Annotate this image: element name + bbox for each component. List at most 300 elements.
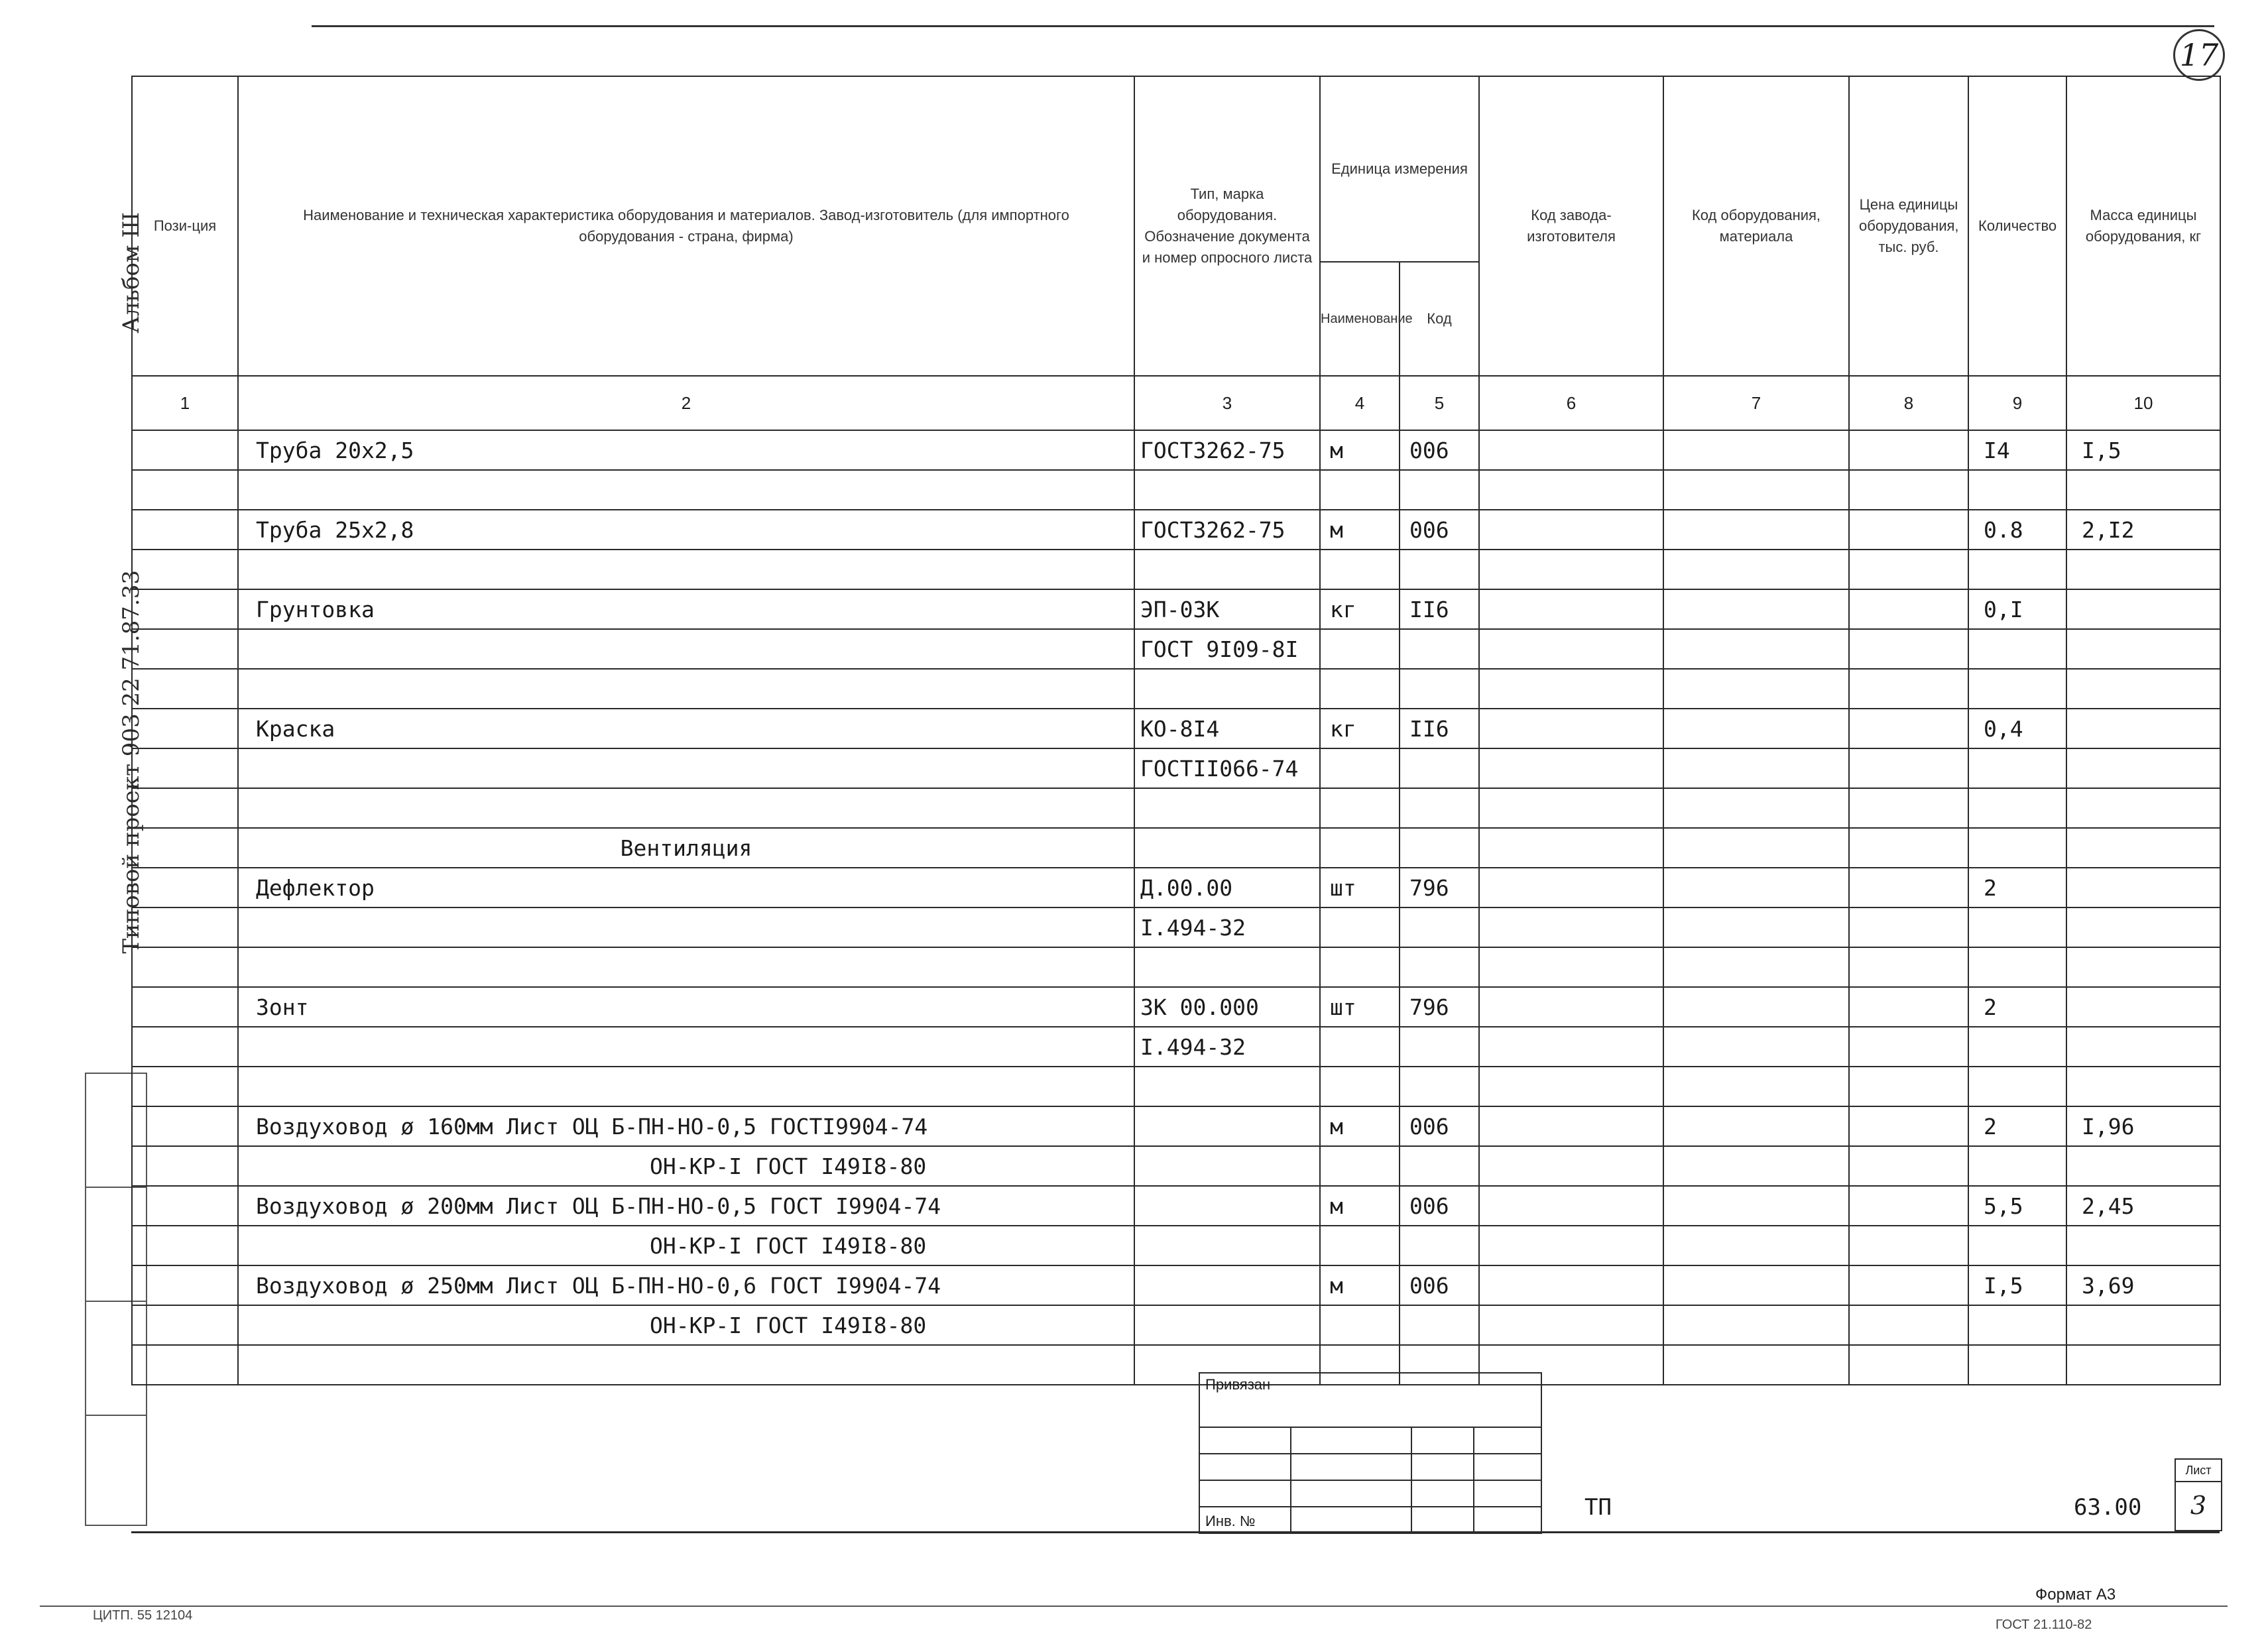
item-unit-code-cell [1400, 828, 1479, 868]
material-code-cell [1663, 1345, 1849, 1385]
col-num: 9 [1968, 376, 2066, 430]
item-unit-code-cell: 006 [1400, 1106, 1479, 1146]
header-unit-name: Наименование [1320, 262, 1400, 376]
header-position: Пози-ция [132, 76, 238, 376]
material-code-cell [1663, 550, 1849, 589]
item-name-cell [238, 669, 1134, 709]
item-name-cell [238, 907, 1134, 947]
top-border-line [312, 25, 2214, 27]
table-row [132, 1027, 2220, 1067]
factory-code-cell [1479, 510, 1663, 550]
footer-left-code: ЦИТП. 55 12104 [93, 1608, 193, 1623]
header-name: Наименование и техническая характеристика оборудования и материалов. Завод-изготовитель (для импортного оборудования - страна, фирма) [238, 76, 1134, 376]
material-code-cell [1663, 1027, 1849, 1067]
price-cell [1849, 907, 1968, 947]
item-unit-cell: м [1320, 510, 1400, 550]
table-row [132, 589, 2220, 629]
factory-code-cell [1479, 1027, 1663, 1067]
material-code-cell [1663, 748, 1849, 788]
col-num: 3 [1134, 376, 1320, 430]
table-row [132, 1146, 2220, 1186]
position-cell [132, 510, 238, 550]
position-cell [132, 430, 238, 470]
item-name-cell [238, 629, 1134, 669]
item-mass-cell [2066, 669, 2220, 709]
item-type-cell [1134, 1305, 1320, 1345]
col-num: 5 [1400, 376, 1479, 430]
item-unit-cell [1320, 828, 1400, 868]
item-unit-code-cell [1400, 470, 1479, 510]
item-type-cell [1134, 947, 1320, 987]
item-unit-cell: м [1320, 1186, 1400, 1226]
item-name-cell [238, 748, 1134, 788]
factory-code-cell [1479, 748, 1663, 788]
factory-code-cell [1479, 709, 1663, 748]
material-code-cell [1663, 907, 1849, 947]
item-quantity-cell [1968, 748, 2066, 788]
item-name-cell: ОН-КР-I ГОСТ I49I8-80 [238, 1146, 1134, 1186]
item-unit-code-cell [1400, 629, 1479, 669]
price-cell [1849, 947, 1968, 987]
item-unit-cell [1320, 947, 1400, 987]
factory-code-cell [1479, 1226, 1663, 1265]
col-num: 10 [2066, 376, 2220, 430]
item-quantity-cell [1968, 907, 2066, 947]
item-unit-code-cell: 006 [1400, 1186, 1479, 1226]
item-mass-cell [2066, 987, 2220, 1027]
item-name-cell [238, 550, 1134, 589]
material-code-cell [1663, 709, 1849, 748]
position-cell [132, 1305, 238, 1345]
item-type-cell: ЭП-03К [1134, 589, 1320, 629]
item-type-cell: ГОСТII066-74 [1134, 748, 1320, 788]
material-code-cell [1663, 788, 1849, 828]
sheet-label: Лист [2176, 1460, 2221, 1482]
item-name-cell: ОН-КР-I ГОСТ I49I8-80 [238, 1226, 1134, 1265]
price-cell [1849, 828, 1968, 868]
item-quantity-cell: 0.8 [1968, 510, 2066, 550]
inventory-number-label: Инв. № [1205, 1513, 1256, 1529]
material-code-cell [1663, 1265, 1849, 1305]
item-type-cell: I.494-32 [1134, 907, 1320, 947]
position-cell [132, 709, 238, 748]
item-mass-cell: 2,45 [2066, 1186, 2220, 1226]
position-cell [132, 1265, 238, 1305]
item-type-cell: ГОСТ 9I09-8I [1134, 629, 1320, 669]
header-type: Тип, марка оборудования. Обозначение документа и номер опросного листа [1134, 76, 1320, 376]
format-label: Формат А3 [2035, 1586, 2116, 1604]
item-type-cell [1134, 1146, 1320, 1186]
item-unit-code-cell [1400, 550, 1479, 589]
material-code-cell [1663, 947, 1849, 987]
price-cell [1849, 709, 1968, 748]
material-code-cell [1663, 1305, 1849, 1345]
item-mass-cell: I,5 [2066, 430, 2220, 470]
item-mass-cell [2066, 709, 2220, 748]
price-cell [1849, 1345, 1968, 1385]
table-row [132, 748, 2220, 788]
item-name-cell [238, 1067, 1134, 1106]
item-unit-code-cell [1400, 1305, 1479, 1345]
title-block-attached [1199, 1372, 1542, 1534]
table-row [132, 1305, 2220, 1345]
item-unit-cell [1320, 748, 1400, 788]
item-quantity-cell [1968, 1027, 2066, 1067]
item-unit-cell [1320, 669, 1400, 709]
price-cell [1849, 788, 1968, 828]
factory-code-cell [1479, 907, 1663, 947]
table-row [132, 1106, 2220, 1146]
sheet-number-circle: 17 [2173, 29, 2225, 81]
item-mass-cell [2066, 629, 2220, 669]
item-unit-code-cell [1400, 788, 1479, 828]
item-name-cell: Труба 20х2,5 [238, 430, 1134, 470]
item-name-cell [238, 947, 1134, 987]
header-quantity: Количество [1968, 76, 2066, 376]
item-quantity-cell: 0,4 [1968, 709, 2066, 748]
item-unit-cell [1320, 629, 1400, 669]
item-quantity-cell: 2 [1968, 987, 2066, 1027]
attached-label: Привязан [1205, 1376, 1271, 1393]
item-quantity-cell [1968, 629, 2066, 669]
item-mass-cell [2066, 748, 2220, 788]
item-name-cell: Воздуховод ø 160мм Лист ОЦ Б-ПН-НО-0,5 ГОСТI9904-74 [238, 1106, 1134, 1146]
item-mass-cell [2066, 550, 2220, 589]
specification-table [131, 76, 2221, 1385]
price-cell [1849, 550, 1968, 589]
frame-bottom-line [131, 1531, 2220, 1533]
item-mass-cell [2066, 1226, 2220, 1265]
item-quantity-cell: 2 [1968, 1106, 2066, 1146]
item-type-cell [1134, 1226, 1320, 1265]
item-unit-code-cell: 796 [1400, 868, 1479, 907]
col-num: 4 [1320, 376, 1400, 430]
table-row [132, 510, 2220, 550]
position-cell [132, 589, 238, 629]
item-mass-cell [2066, 1305, 2220, 1345]
position-cell [132, 1106, 238, 1146]
table-row [132, 470, 2220, 510]
item-mass-cell [2066, 1345, 2220, 1385]
factory-code-cell [1479, 430, 1663, 470]
header-unit-group: Единица измерения [1320, 76, 1479, 262]
price-cell [1849, 589, 1968, 629]
item-unit-cell [1320, 1027, 1400, 1067]
item-name-cell: ОН-КР-I ГОСТ I49I8-80 [238, 1305, 1134, 1345]
material-code-cell [1663, 430, 1849, 470]
item-unit-cell: кг [1320, 709, 1400, 748]
table-row [132, 1345, 2220, 1385]
item-mass-cell: I,96 [2066, 1106, 2220, 1146]
factory-code-cell [1479, 868, 1663, 907]
position-cell [132, 748, 238, 788]
item-unit-cell [1320, 1146, 1400, 1186]
position-cell [132, 1226, 238, 1265]
price-cell [1849, 1186, 1968, 1226]
table-row [132, 1067, 2220, 1106]
document-code: 63.00 [2074, 1494, 2142, 1521]
item-name-cell: Вентиляция [238, 828, 1134, 868]
item-type-cell [1134, 1186, 1320, 1226]
item-type-cell [1134, 1265, 1320, 1305]
item-mass-cell [2066, 1067, 2220, 1106]
table-row [132, 868, 2220, 907]
table-row [132, 1226, 2220, 1265]
item-type-cell [1134, 828, 1320, 868]
sheet-box [2175, 1458, 2222, 1531]
position-cell [132, 947, 238, 987]
item-name-cell: Зонт [238, 987, 1134, 1027]
col-num: 8 [1849, 376, 1968, 430]
item-name-cell: Дефлектор [238, 868, 1134, 907]
factory-code-cell [1479, 470, 1663, 510]
col-num: 6 [1479, 376, 1663, 430]
item-unit-code-cell: 796 [1400, 987, 1479, 1027]
table-row [132, 828, 2220, 868]
material-code-cell [1663, 987, 1849, 1027]
position-cell [132, 629, 238, 669]
material-code-cell [1663, 629, 1849, 669]
item-mass-cell [2066, 788, 2220, 828]
factory-code-cell [1479, 669, 1663, 709]
price-cell [1849, 1106, 1968, 1146]
item-unit-cell [1320, 1067, 1400, 1106]
item-name-cell: Краска [238, 709, 1134, 748]
table-row [132, 629, 2220, 669]
item-quantity-cell [1968, 788, 2066, 828]
position-cell [132, 1186, 238, 1226]
item-name-cell: Труба 25х2,8 [238, 510, 1134, 550]
item-quantity-cell [1968, 550, 2066, 589]
item-quantity-cell [1968, 1305, 2066, 1345]
item-type-cell [1134, 788, 1320, 828]
item-unit-code-cell: II6 [1400, 709, 1479, 748]
column-number-row [132, 376, 2220, 430]
position-cell [132, 987, 238, 1027]
footer-line [40, 1606, 2228, 1607]
item-unit-cell: шт [1320, 868, 1400, 907]
item-type-cell: ЗК 00.000 [1134, 987, 1320, 1027]
position-cell [132, 669, 238, 709]
item-quantity-cell [1968, 1345, 2066, 1385]
price-cell [1849, 430, 1968, 470]
item-unit-code-cell [1400, 748, 1479, 788]
item-unit-cell: шт [1320, 987, 1400, 1027]
factory-code-cell [1479, 828, 1663, 868]
item-quantity-cell [1968, 947, 2066, 987]
table-row [132, 1186, 2220, 1226]
table-row [132, 709, 2220, 748]
item-name-cell: Воздуховод ø 250мм Лист ОЦ Б-ПН-НО-0,6 ГОСТ I9904-74 [238, 1265, 1134, 1305]
item-quantity-cell: I4 [1968, 430, 2066, 470]
item-quantity-cell: 5,5 [1968, 1186, 2066, 1226]
item-mass-cell [2066, 1027, 2220, 1067]
factory-code-cell [1479, 1106, 1663, 1146]
table-row [132, 907, 2220, 947]
table-row [132, 788, 2220, 828]
item-name-cell [238, 1345, 1134, 1385]
material-code-cell [1663, 828, 1849, 868]
material-code-cell [1663, 1067, 1849, 1106]
price-cell [1849, 1226, 1968, 1265]
factory-code-cell [1479, 1186, 1663, 1226]
col-num: 2 [238, 376, 1134, 430]
factory-code-cell [1479, 1146, 1663, 1186]
item-unit-code-cell: II6 [1400, 589, 1479, 629]
item-name-cell [238, 470, 1134, 510]
project-label: Типовой проект 903 22 71.87.33 [118, 570, 145, 954]
item-mass-cell [2066, 470, 2220, 510]
factory-code-cell [1479, 589, 1663, 629]
item-type-cell [1134, 669, 1320, 709]
position-cell [132, 550, 238, 589]
material-code-cell [1663, 868, 1849, 907]
position-cell [132, 828, 238, 868]
price-cell [1849, 1027, 1968, 1067]
material-code-cell [1663, 1106, 1849, 1146]
price-cell [1849, 868, 1968, 907]
document-tp: ТП [1584, 1494, 1612, 1521]
item-unit-code-cell [1400, 1067, 1479, 1106]
item-type-cell [1134, 1106, 1320, 1146]
position-cell [132, 470, 238, 510]
price-cell [1849, 987, 1968, 1027]
position-cell [132, 1146, 238, 1186]
item-mass-cell [2066, 868, 2220, 907]
item-mass-cell [2066, 589, 2220, 629]
item-unit-cell [1320, 788, 1400, 828]
item-unit-code-cell [1400, 947, 1479, 987]
material-code-cell [1663, 1226, 1849, 1265]
item-quantity-cell: I,5 [1968, 1265, 2066, 1305]
material-code-cell [1663, 470, 1849, 510]
item-quantity-cell [1968, 669, 2066, 709]
material-code-cell [1663, 589, 1849, 629]
price-cell [1849, 629, 1968, 669]
item-type-cell: Д.00.00 [1134, 868, 1320, 907]
table-row [132, 669, 2220, 709]
item-mass-cell: 3,69 [2066, 1265, 2220, 1305]
table-row [132, 987, 2220, 1027]
price-cell [1849, 470, 1968, 510]
position-cell [132, 907, 238, 947]
item-name-cell [238, 788, 1134, 828]
item-mass-cell [2066, 828, 2220, 868]
table-row [132, 550, 2220, 589]
position-cell [132, 1067, 238, 1106]
item-type-cell: ГОСТ3262-75 [1134, 430, 1320, 470]
price-cell [1849, 1305, 1968, 1345]
factory-code-cell [1479, 629, 1663, 669]
item-unit-code-cell [1400, 1146, 1479, 1186]
factory-code-cell [1479, 987, 1663, 1027]
item-quantity-cell: 0,I [1968, 589, 2066, 629]
item-unit-cell [1320, 907, 1400, 947]
table-row [132, 947, 2220, 987]
item-type-cell: I.494-32 [1134, 1027, 1320, 1067]
item-quantity-cell [1968, 1226, 2066, 1265]
material-code-cell [1663, 510, 1849, 550]
item-type-cell: ГОСТ3262-75 [1134, 510, 1320, 550]
item-quantity-cell [1968, 1146, 2066, 1186]
item-unit-cell: м [1320, 1106, 1400, 1146]
item-unit-cell: м [1320, 1265, 1400, 1305]
price-cell [1849, 1265, 1968, 1305]
item-type-cell: КО-8I4 [1134, 709, 1320, 748]
item-quantity-cell [1968, 828, 2066, 868]
item-unit-code-cell [1400, 1027, 1479, 1067]
item-unit-code-cell [1400, 1226, 1479, 1265]
position-cell [132, 1345, 238, 1385]
item-type-cell [1134, 470, 1320, 510]
item-type-cell [1134, 550, 1320, 589]
footer-standard: ГОСТ 21.110-82 [1996, 1617, 2092, 1632]
factory-code-cell [1479, 550, 1663, 589]
table-row [132, 1265, 2220, 1305]
price-cell [1849, 669, 1968, 709]
item-unit-code-cell [1400, 669, 1479, 709]
item-mass-cell: 2,I2 [2066, 510, 2220, 550]
table-row [132, 430, 2220, 470]
price-cell [1849, 748, 1968, 788]
item-unit-code-cell: 006 [1400, 510, 1479, 550]
item-quantity-cell [1968, 470, 2066, 510]
item-mass-cell [2066, 947, 2220, 987]
item-name-cell: Воздуховод ø 200мм Лист ОЦ Б-ПН-НО-0,5 ГОСТ I9904-74 [238, 1186, 1134, 1226]
header-factory-code: Код завода-изготовителя [1479, 76, 1663, 376]
factory-code-cell [1479, 1305, 1663, 1345]
album-label: Альбом Ш [118, 212, 145, 333]
factory-code-cell [1479, 1265, 1663, 1305]
header-material-code: Код оборудования, материала [1663, 76, 1849, 376]
price-cell [1849, 510, 1968, 550]
item-unit-cell [1320, 470, 1400, 510]
position-cell [132, 1027, 238, 1067]
item-mass-cell [2066, 907, 2220, 947]
item-unit-cell [1320, 1226, 1400, 1265]
item-mass-cell [2066, 1146, 2220, 1186]
item-unit-code-cell [1400, 907, 1479, 947]
item-unit-cell: кг [1320, 589, 1400, 629]
item-quantity-cell [1968, 1067, 2066, 1106]
factory-code-cell [1479, 788, 1663, 828]
header-unit-code: Код [1400, 262, 1479, 376]
item-quantity-cell: 2 [1968, 868, 2066, 907]
item-name-cell: Грунтовка [238, 589, 1134, 629]
col-num: 1 [132, 376, 238, 430]
sheet-value: 3 [2190, 1491, 2207, 1520]
position-cell [132, 868, 238, 907]
material-code-cell [1663, 1146, 1849, 1186]
factory-code-cell [1479, 1067, 1663, 1106]
material-code-cell [1663, 1186, 1849, 1226]
item-type-cell [1134, 1067, 1320, 1106]
item-unit-cell: м [1320, 430, 1400, 470]
item-name-cell [238, 1027, 1134, 1067]
table-body [132, 430, 2220, 1385]
header-mass: Масса единицы оборудования, кг [2066, 76, 2220, 376]
factory-code-cell [1479, 947, 1663, 987]
col-num: 7 [1663, 376, 1849, 430]
item-unit-cell [1320, 1305, 1400, 1345]
header-price: Цена единицы оборудования, тыс. руб. [1849, 76, 1968, 376]
item-unit-code-cell: 006 [1400, 430, 1479, 470]
material-code-cell [1663, 669, 1849, 709]
position-cell [132, 788, 238, 828]
price-cell [1849, 1067, 1968, 1106]
item-unit-cell [1320, 550, 1400, 589]
price-cell [1849, 1146, 1968, 1186]
